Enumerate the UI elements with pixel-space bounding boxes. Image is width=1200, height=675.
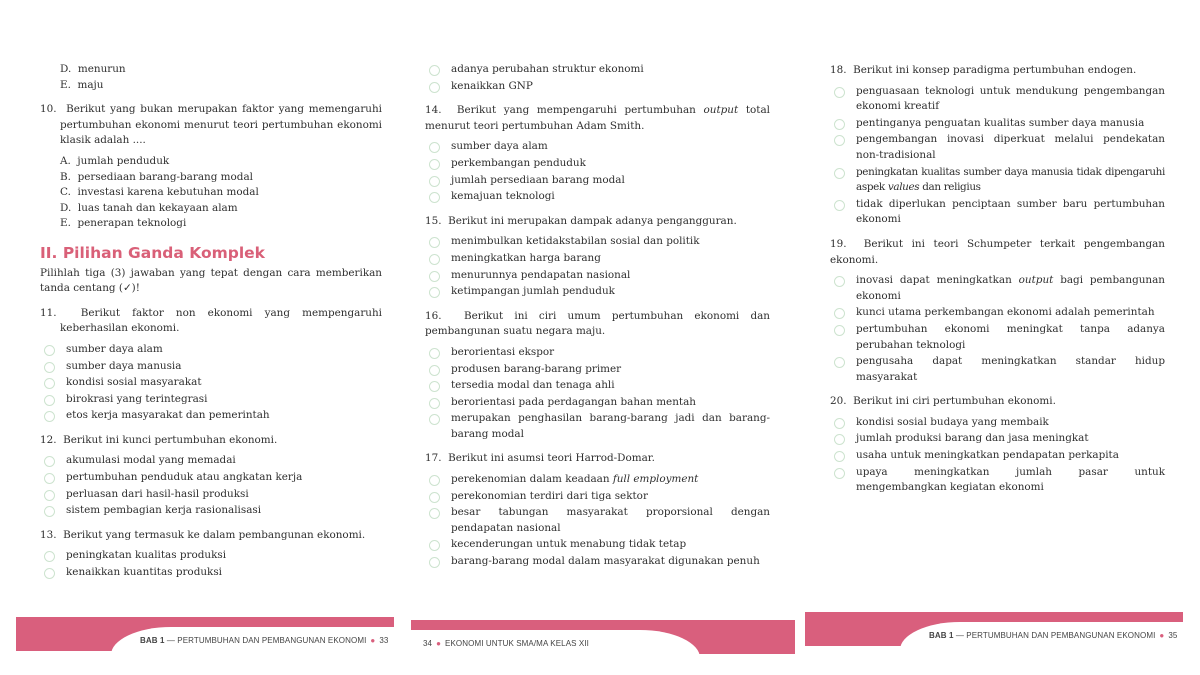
option-e: E. maju	[60, 78, 104, 91]
checkbox-option[interactable]: kecenderungan untuk menabung tidak tetap	[425, 537, 770, 553]
question-20-options	[830, 415, 1165, 496]
question-10: 10. Berikut yang bukan merupakan faktor yang memengaruhi pertumbuhan ekonomi menurut teori pertumbuhan ekonomi klasik adalah ....	[40, 103, 382, 147]
checkbox-option[interactable]: tidak diperlukan penciptaan sumber baru pertumbuhan ekonomi	[830, 197, 1165, 228]
checkbox-option[interactable]: menurunnya pendapatan nasional	[425, 268, 770, 284]
page-34-footer	[411, 620, 795, 658]
checkbox-option[interactable]: perkembangan penduduk	[425, 156, 770, 172]
checkbox-option[interactable]: kondisi sosial budaya yang membaik	[830, 415, 1165, 431]
page-33-footer	[16, 617, 394, 655]
checkbox-option[interactable]: besar tabungan masyarakat proporsional dengan pendapatan nasional	[425, 505, 770, 536]
question-18-options	[830, 84, 1165, 228]
question-18: 18. Berikut ini konsep paradigma pertumbuhan endogen.	[830, 64, 1137, 76]
checkbox-option[interactable]: kenaikkan kuantitas produksi	[40, 565, 382, 581]
question-15: 15. Berikut ini merupakan dampak adanya pengangguran.	[425, 214, 737, 227]
question-12: 12. Berikut ini kunci pertumbuhan ekonomi.	[40, 433, 278, 446]
checkbox-option[interactable]: sistem pembagian kerja rasionalisasi	[40, 503, 382, 519]
list-item: A. jumlah penduduk	[60, 154, 170, 167]
question-16: 16. Berikut ini ciri umum pertumbuhan ekonomi dan pembangunan suatu negara maju.	[425, 309, 770, 338]
question-19: 19. Berikut ini teori Schumpeter terkait pengembangan ekonomi.	[830, 237, 1166, 266]
question-11-options	[40, 342, 382, 424]
list-item: B. persediaan barang-barang modal	[60, 170, 253, 183]
checkbox-option[interactable]: kenaikkan GNP	[425, 79, 770, 95]
checkbox-option[interactable]: produsen barang-barang primer	[425, 362, 770, 378]
checkbox-option[interactable]: peningkatan kualitas produksi	[40, 548, 382, 564]
question-15-options	[425, 234, 770, 299]
list-item: D. luas tanah dan kekayaan alam	[60, 201, 238, 214]
page-34-content	[425, 62, 770, 571]
checkbox-option[interactable]: adanya perubahan struktur ekonomi	[425, 62, 770, 78]
checkbox-option[interactable]: kondisi sosial masyarakat	[40, 375, 382, 391]
checkbox-option[interactable]: peningkatan kualitas sumber daya manusia tidak dipengaruhi aspek values dan religius	[830, 165, 1165, 196]
footer-text: BAB 1 — PERTUMBUHAN DAN PEMBANGUNAN EKONOMI ● 35	[929, 631, 1178, 640]
checkbox-option[interactable]: penguasaan teknologi untuk mendukung pengembangan ekonomi kreatif	[830, 84, 1165, 115]
page-33-content	[40, 62, 382, 582]
question-20: 20. Berikut ini ciri pertumbuhan ekonomi.	[830, 395, 1056, 408]
checkbox-option[interactable]: perekonomian terdiri dari tiga sektor	[425, 489, 770, 505]
question-16-options	[425, 345, 770, 443]
question-13-options	[40, 548, 382, 580]
checkbox-option[interactable]: pertumbuhan ekonomi meningkat tanpa adanya perubahan teknologi	[830, 322, 1165, 353]
checkbox-option[interactable]: upaya meningkatkan jumlah pasar untuk mengembangkan kegiatan ekonomi	[830, 465, 1165, 496]
question-19-options	[830, 273, 1165, 385]
checkbox-option[interactable]: pengembangan inovasi diperkuat melalui pendekatan non-tradisional	[830, 132, 1165, 163]
checkbox-option[interactable]: birokrasi yang terintegrasi	[40, 392, 382, 408]
checkbox-option[interactable]: pentinganya penguatan kualitas sumber daya manusia	[830, 116, 1165, 132]
checkbox-option[interactable]: merupakan penghasilan barang-barang jadi dan barang-barang modal	[425, 411, 770, 442]
checkbox-option[interactable]: sumber daya alam	[40, 342, 382, 358]
question-17-options	[425, 472, 770, 570]
checkbox-option[interactable]: perekenomian dalam keadaan full employment	[425, 472, 770, 488]
checkbox-option[interactable]: kunci utama perkembangan ekonomi adalah pemerintah	[830, 305, 1165, 321]
question-12-options	[40, 453, 382, 518]
question-13: 13. Berikut yang termasuk ke dalam pembangunan ekonomi.	[40, 528, 366, 541]
page-35-footer	[805, 612, 1183, 650]
checkbox-option[interactable]: jumlah produksi barang dan jasa meningkat	[830, 431, 1165, 447]
checkbox-option[interactable]: berorientasi ekspor	[425, 345, 770, 361]
page-33	[0, 0, 400, 675]
question-14-options	[425, 139, 770, 204]
checkbox-option[interactable]: sumber daya alam	[425, 139, 770, 155]
list-item: C. investasi karena kebutuhan modal	[60, 186, 259, 199]
question-11: 11. Berikut faktor non ekonomi yang mempengaruhi keberhasilan ekonomi.	[40, 306, 382, 335]
question-17: 17. Berikut ini asumsi teori Harrod-Domar.	[425, 452, 655, 465]
footer-text: BAB 1 — PERTUMBUHAN DAN PEMBANGUNAN EKONOMI ● 33	[140, 636, 389, 645]
checkbox-option[interactable]: usaha untuk meningkatkan pendapatan perkapita	[830, 448, 1165, 464]
option-d: D. menurun	[60, 63, 126, 75]
section-title: II. Pilihan Ganda Komplek	[40, 243, 265, 262]
checkbox-option[interactable]: meningkatkan harga barang	[425, 251, 770, 267]
checkbox-option[interactable]: kemajuan teknologi	[425, 189, 770, 205]
checkbox-option[interactable]: perluasan dari hasil-hasil produksi	[40, 487, 382, 503]
checkbox-option[interactable]: berorientasi pada perdagangan bahan mentah	[425, 395, 770, 411]
checkbox-option[interactable]: inovasi dapat meningkatkan output bagi pembangunan ekonomi	[830, 273, 1165, 304]
question-10-options	[40, 154, 382, 232]
checkbox-option[interactable]: etos kerja masyarakat dan pemerintah	[40, 408, 382, 424]
page-35	[805, 0, 1200, 675]
checkbox-option[interactable]: ketimpangan jumlah penduduk	[425, 284, 770, 300]
checkbox-option[interactable]: barang-barang modal dalam masyarakat digunakan penuh	[425, 554, 770, 570]
checkbox-option[interactable]: pertumbuhan penduduk atau angkatan kerja	[40, 470, 382, 486]
checkbox-option[interactable]: pengusaha dapat meningkatkan standar hidup masyarakat	[830, 354, 1165, 385]
question-14: 14. Berikut yang mempengaruhi pertumbuhan output total menurut teori pertumbuhan Adam Smith.	[425, 104, 770, 132]
instruction-text: Pilihlah tiga (3) jawaban yang tepat dengan cara memberikan tanda centang (✓)!	[40, 266, 382, 295]
checkbox-option[interactable]: menimbulkan ketidakstabilan sosial dan politik	[425, 234, 770, 250]
list-item: E. penerapan teknologi	[60, 217, 187, 230]
page-34	[405, 0, 800, 675]
checkbox-option[interactable]: jumlah persediaan barang modal	[425, 173, 770, 189]
checkbox-option[interactable]: sumber daya manusia	[40, 359, 382, 375]
footer-text: 34 ● EKONOMI UNTUK SMA/MA KELAS XII	[423, 639, 589, 648]
page-35-content	[830, 63, 1165, 497]
question-13-continued-options	[425, 62, 770, 94]
checkbox-option[interactable]: akumulasi modal yang memadai	[40, 453, 382, 469]
checkbox-option[interactable]: tersedia modal dan tenaga ahli	[425, 378, 770, 394]
